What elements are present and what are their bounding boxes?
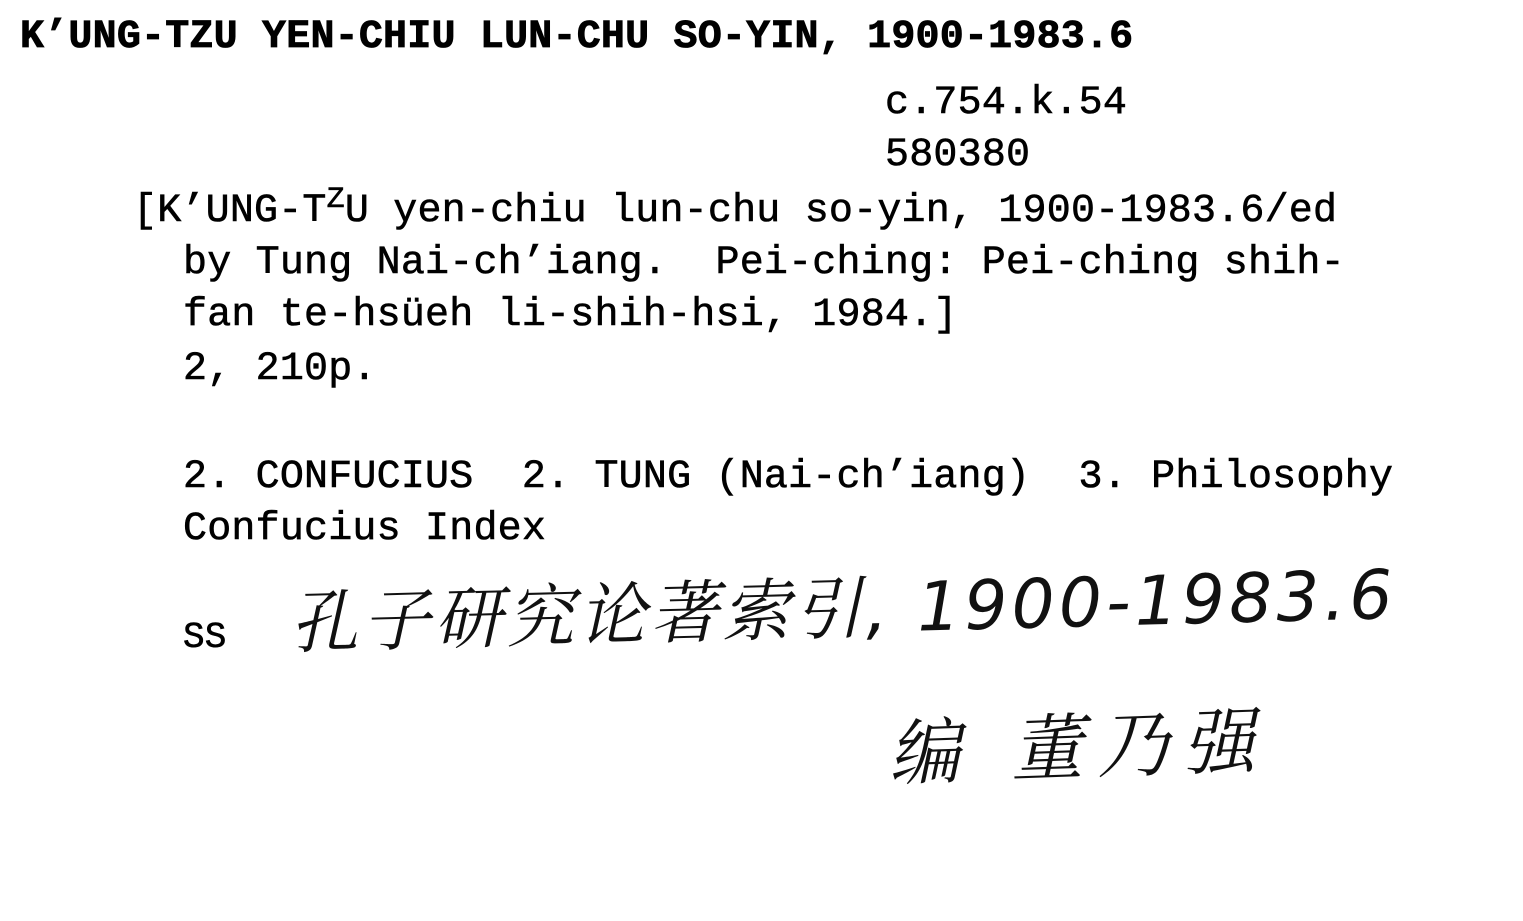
subjects-line-2: Confucius Index	[183, 507, 547, 552]
handwritten-prefix: SS	[183, 617, 227, 658]
entry-superscript: Z	[326, 183, 345, 217]
card-heading: K’UNG-TZU YEN-CHIU LUN-CHU SO-YIN, 1900-1983.6	[20, 15, 1134, 60]
subjects-line-1: 2. CONFUCIUS 2. TUNG (Nai-ch’iang) 3. Philosophy	[183, 455, 1394, 500]
entry-line-3: fan te-hsüeh li-shih-hsi, 1984.]	[183, 293, 958, 338]
handwritten-chinese-author: 编 董乃强	[886, 698, 1271, 796]
handwritten-chinese-title: 孔子研究论著索引, 1900-1983.6	[288, 556, 1398, 664]
call-number: c.754.k.54	[885, 81, 1128, 126]
entry-line-1-start: [K’UNG-T	[133, 189, 327, 234]
entry-line-2: by Tung Nai-ch’iang. Pei-ching: Pei-ching shih-	[183, 241, 1345, 286]
entry-line-1-end: U yen-chiu lun-chu so-yin, 1900-1983.6/ed	[344, 189, 1338, 234]
collation: 2, 210p.	[183, 347, 377, 392]
accession-number: 580380	[885, 133, 1031, 178]
entry-line-1	[133, 183, 1338, 236]
